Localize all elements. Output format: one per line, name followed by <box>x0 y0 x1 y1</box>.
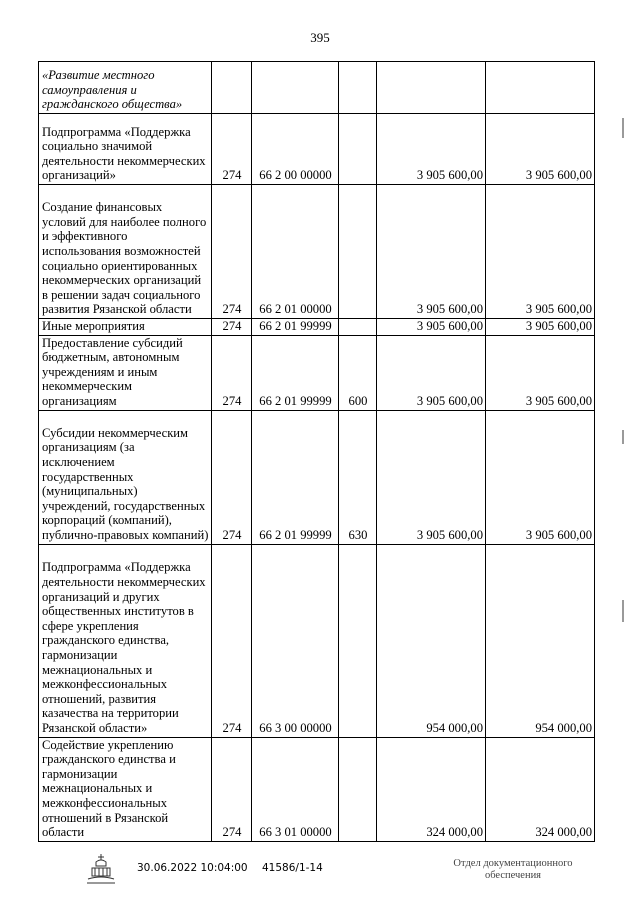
footer-doc-number: 41586/1-14 <box>262 862 323 874</box>
row-name-text: «Развитие местного самоуправления и гражданского общества» <box>42 68 183 112</box>
row-vr-cell <box>339 114 377 185</box>
table-row <box>39 544 595 737</box>
row-code-cell: 274 <box>212 185 252 319</box>
row-csr-cell: 66 3 00 00000 <box>252 544 339 737</box>
row-vr-cell <box>339 544 377 737</box>
table-row <box>39 185 595 319</box>
row-code-cell: 274 <box>212 114 252 185</box>
row-name-cell <box>39 62 212 114</box>
row-sum-2022-cell: 3 905 600,00 <box>377 185 486 319</box>
row-csr-cell: 66 2 01 99999 <box>252 319 339 336</box>
row-vr-cell: 630 <box>339 410 377 544</box>
footer-date: 30.06.2022 10:04:00 <box>137 862 248 874</box>
row-csr-cell: 66 3 01 00000 <box>252 737 339 841</box>
table-row <box>39 737 595 841</box>
row-name-cell <box>39 544 212 737</box>
table-row <box>39 335 595 410</box>
row-sum-2022-cell: 3 905 600,00 <box>377 335 486 410</box>
budget-table-body <box>39 62 595 842</box>
row-name-text: Подпрограмма «Поддержка деятельности некоммерческих организаций и других общественных институтов в сфере укрепления гражданского единства, гармонизации межнациональных и межконфессиональных отношений, развития казачества на территории Рязанской области» <box>42 560 206 735</box>
row-sum-2022-cell: 3 905 600,00 <box>377 114 486 185</box>
row-sum-2022-cell: 954 000,00 <box>377 544 486 737</box>
row-code-cell: 274 <box>212 737 252 841</box>
row-sum-2022-cell: 3 905 600,00 <box>377 319 486 336</box>
row-name-cell <box>39 319 212 336</box>
row-sum-2023-cell: 3 905 600,00 <box>486 319 595 336</box>
row-code-cell: 274 <box>212 335 252 410</box>
row-vr-cell <box>339 737 377 841</box>
row-sum-2023-cell: 954 000,00 <box>486 544 595 737</box>
scan-margin-mark <box>622 118 624 138</box>
row-csr-cell: 66 2 00 00000 <box>252 114 339 185</box>
row-code-cell: 274 <box>212 544 252 737</box>
table-row <box>39 319 595 336</box>
row-vr-cell: 600 <box>339 335 377 410</box>
row-name-cell <box>39 185 212 319</box>
row-sum-2023-cell: 3 905 600,00 <box>486 114 595 185</box>
scan-margin-mark <box>622 430 624 444</box>
scan-margin-mark <box>622 600 624 622</box>
row-code-cell <box>212 62 252 114</box>
row-sum-2022-cell: 324 000,00 <box>377 737 486 841</box>
row-name-text: Подпрограмма «Поддержка социально значимой деятельности некоммерческих организаций» <box>42 124 206 183</box>
row-code-cell: 274 <box>212 319 252 336</box>
row-vr-cell <box>339 62 377 114</box>
table-row <box>39 114 595 185</box>
page-footer <box>0 852 640 902</box>
row-code-cell: 274 <box>212 410 252 544</box>
row-csr-cell <box>252 62 339 114</box>
row-name-text: Содействие укреплению гражданского единства и гармонизации межнациональных и межконфессиональных отношений в Рязанской области <box>42 737 176 840</box>
emblem-logo-icon <box>84 852 118 888</box>
row-vr-cell <box>339 185 377 319</box>
budget-table <box>38 61 595 842</box>
table-row <box>39 62 595 114</box>
row-name-text: Субсидии некоммерческим организациям (за исключением государственных (муниципальных) учреждений, государственных корпораций (компаний), публично-правовых компаний) <box>42 425 209 542</box>
row-sum-2023-cell <box>486 62 595 114</box>
page-number: 395 <box>310 30 330 45</box>
row-sum-2022-cell: 3 905 600,00 <box>377 410 486 544</box>
row-csr-cell: 66 2 01 00000 <box>252 185 339 319</box>
row-name-text: Иные мероприятия <box>42 319 145 333</box>
row-sum-2023-cell: 324 000,00 <box>486 737 595 841</box>
row-sum-2023-cell: 3 905 600,00 <box>486 335 595 410</box>
row-name-cell <box>39 410 212 544</box>
row-name-text: Предоставление субсидий бюджетным, автономным учреждениям и иным некоммерческим организациям <box>42 335 183 408</box>
row-name-text: Создание финансовых условий для наиболее полного и эффективного использования возможностей социально ориентированных некоммерческих организаций в решении задач социального развития Рязанской области <box>42 200 207 317</box>
row-sum-2023-cell: 3 905 600,00 <box>486 185 595 319</box>
footer-department-stamp: Отдел документационного обеспечения <box>453 858 573 881</box>
table-row <box>39 410 595 544</box>
row-vr-cell <box>339 319 377 336</box>
row-csr-cell: 66 2 01 99999 <box>252 335 339 410</box>
row-csr-cell: 66 2 01 99999 <box>252 410 339 544</box>
row-name-cell <box>39 335 212 410</box>
row-sum-2023-cell: 3 905 600,00 <box>486 410 595 544</box>
row-name-cell <box>39 737 212 841</box>
row-name-cell <box>39 114 212 185</box>
row-sum-2022-cell <box>377 62 486 114</box>
